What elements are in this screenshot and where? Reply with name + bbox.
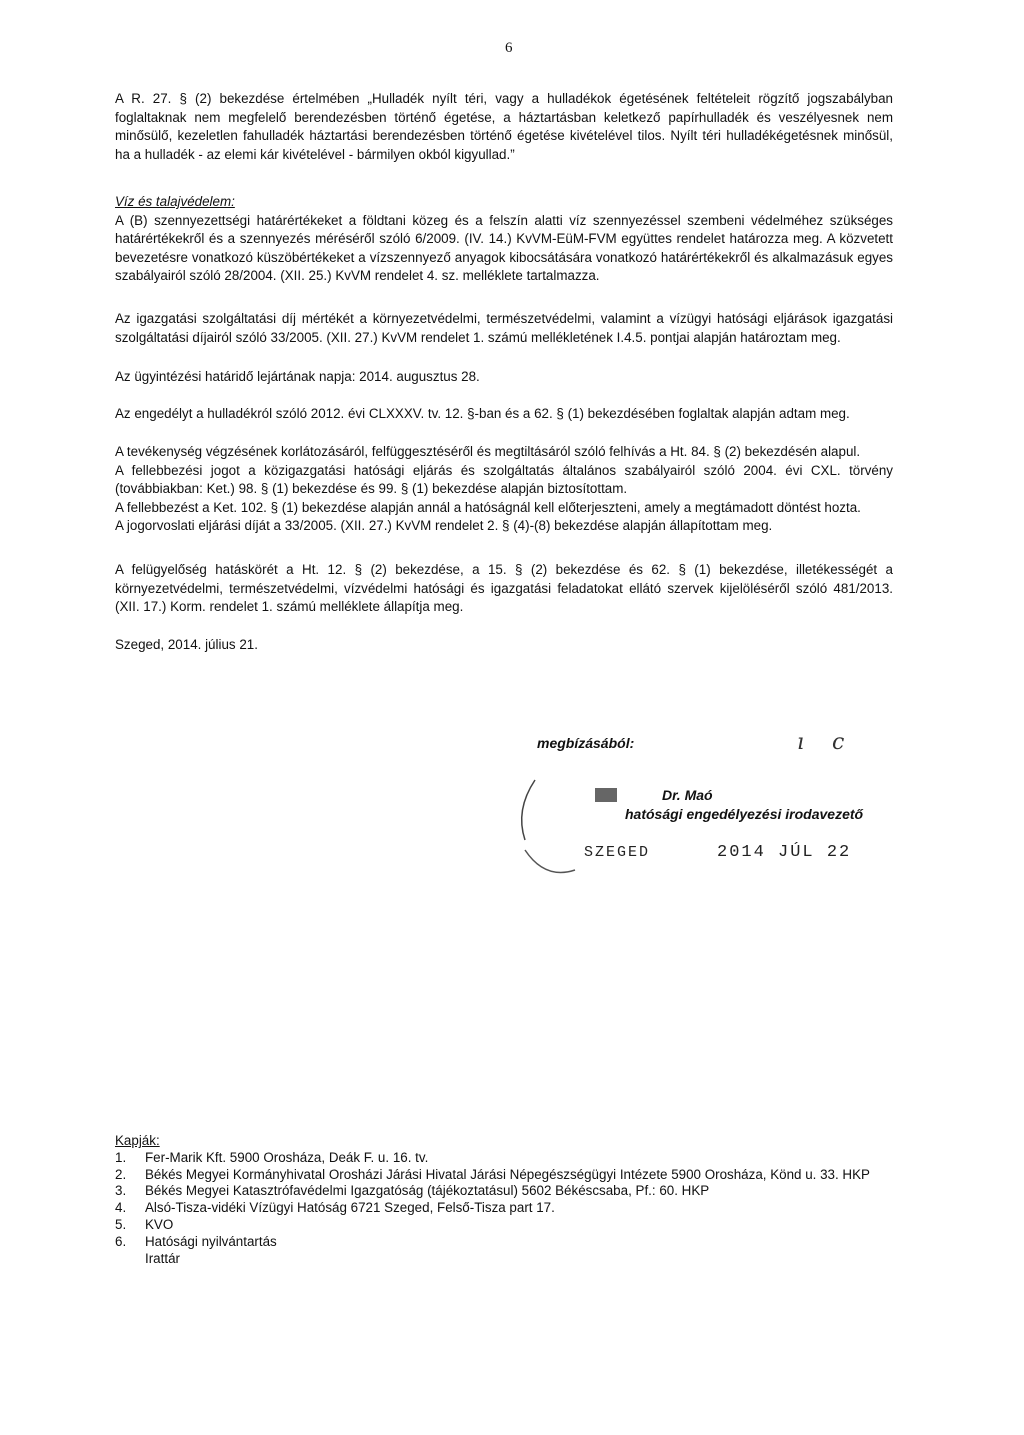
recipients-heading: Kapják:	[115, 1133, 160, 1148]
list-item: 5. KVO	[115, 1216, 174, 1232]
place-date-text: Szeged, 2014. július 21.	[115, 637, 258, 652]
paragraph-text: Az igazgatási szolgáltatási díj mértékét a környezetvédelmi, természetvédelmi, valamint a vízügyi hatósági eljárások igazgatási szolgáltatási díjairól szóló 33/2005. (XII. 27.) KvVM rendelet 1. számú mellékletének I.4.5. pontjai alapján határoztam meg.	[115, 311, 893, 345]
list-item: 6. Hatósági nyilvántartás	[115, 1233, 277, 1249]
handwritten-mark: ı c	[797, 730, 845, 755]
paragraph-deadline	[115, 368, 893, 387]
paragraph-waste-burning	[115, 90, 893, 164]
paragraph-fee	[115, 310, 893, 347]
paragraph-legal-remedy	[115, 443, 893, 536]
round-stamp-icon	[505, 770, 645, 890]
signatory-name: Dr. Maó	[662, 787, 713, 803]
list-item: 1. Fer-Marik Kft. 5900 Orosháza, Deák F. u. 16. tv.	[115, 1149, 429, 1165]
paragraph-competence	[115, 561, 893, 617]
paragraph-text: A (B) szennyezettségi határértékeket a földtani közeg és a felszín alatti víz szennyezéssel szembeni védelméhez szükséges határértékekről és a szennyezés méréséről szóló 6/2009. (IV. 14.) KvVM-EüM-FVM együttes rendelet határozza meg. A közvetett bevezetésre vonatkozó küszöbértékeket a vízszennyező anyagok kibocsátására vonatkozó határértékekről és alkalmazásuk egyes szabályairól szóló 28/2004. (XII. 25.) KvVM rendelet 4. sz. melléklete tartalmazza.	[115, 212, 893, 284]
stamp-city: SZEGED	[584, 844, 651, 861]
paragraph-text: A tevékenység végzésének korlátozásáról, felfüggesztéséről és megtiltásáról szóló felhívás a Ht. 84. § (2) bekezdésén alapul.	[115, 444, 861, 459]
paragraph-text: A fellebbezést a Ket. 102. § (1) bekezdése alapján annál a hatóságnál kell előterjeszteni, amely a megtámadott döntést hozta.	[115, 499, 861, 515]
place-date	[115, 636, 893, 655]
paragraph-text: A jogorvoslati eljárási díját a 33/2005. (XII. 27.) KvVM rendelet 2. § (4)-(8) bekezdése alapján állapítottam meg.	[115, 518, 773, 534]
paragraph-text: Az engedélyt a hulladékról szóló 2012. évi CLXXXV. tv. 12. §-ban és a 62. § (1) bekezdésében foglaltak alapján adtam meg.	[115, 406, 850, 421]
paragraph-permit-basis	[115, 405, 893, 424]
list-item: Irattár	[145, 1250, 180, 1266]
paragraph-text: A R. 27. § (2) bekezdése értelmében „Hulladék nyílt téri, vagy a hulladékok égetésének feltételeit rögzítő jogszabályban foglaltaknak nem megfelelő berendezésben történő égetése, a háztartásban keletkező papírhulladék és veszélyesnek nem minősülő, kezeletlen fahulladék háztartási berendezésben történő égetése kivételével tilos. Nyílt téri hulladékégetésnek minősül, ha a hulladék - az elemi kár kivételével - bármilyen okból kigyullad.”	[115, 91, 893, 162]
signatory-role: hatósági engedélyezési irodavezető	[625, 806, 864, 822]
section-water-soil	[115, 193, 893, 286]
section-heading: Víz és talajvédelem:	[115, 194, 235, 209]
list-item: 2. Békés Megyei Kormányhivatal Orosházi Járási Hivatal Járási Népegészségügyi Intézete 5900 Orosháza, Könd u. 33. HKP	[115, 1166, 870, 1182]
recipients-list	[115, 1133, 905, 1267]
list-item: 3. Békés Megyei Katasztrófavédelmi Igazgatóság (tájékoztatásul) 5602 Békéscsaba, Pf.: 60. HKP	[115, 1183, 710, 1199]
paragraph-text: Az ügyintézési határidő lejártának napja: 2014. augusztus 28.	[115, 369, 480, 384]
received-date-stamp: 2014 JÚL 22	[717, 843, 852, 862]
paragraph-text: A fellebbezési jogot a közigazgatási hatósági eljárás és szolgáltatás általános szabályairól szóló 2004. évi CXL. törvény (továbbiakban: Ket.) 98. § (1) bekezdése és 99. § (1) bekezdése alapján biztosítottam.	[115, 462, 893, 497]
paragraph-text: A felügyelőség hatáskörét a Ht. 12. § (2) bekezdése, a 15. § (2) bekezdése és 62. § (1) bekezdése, illetékességét a környezetvédelmi, természetvédelmi, vízvédelmi hatósági és igazgatási feladatokat ellátó szervek kijelöléséről szóló 481/2013. (XII. 17.) Korm. rendelet 1. számú melléklete állapítja meg.	[115, 562, 893, 615]
on-behalf-label: megbízásából:	[537, 735, 635, 751]
page-number: 6	[505, 40, 513, 56]
list-item: 4. Alsó-Tisza-vidéki Vízügyi Hatóság 6721 Szeged, Felső-Tisza part 17.	[115, 1200, 555, 1216]
